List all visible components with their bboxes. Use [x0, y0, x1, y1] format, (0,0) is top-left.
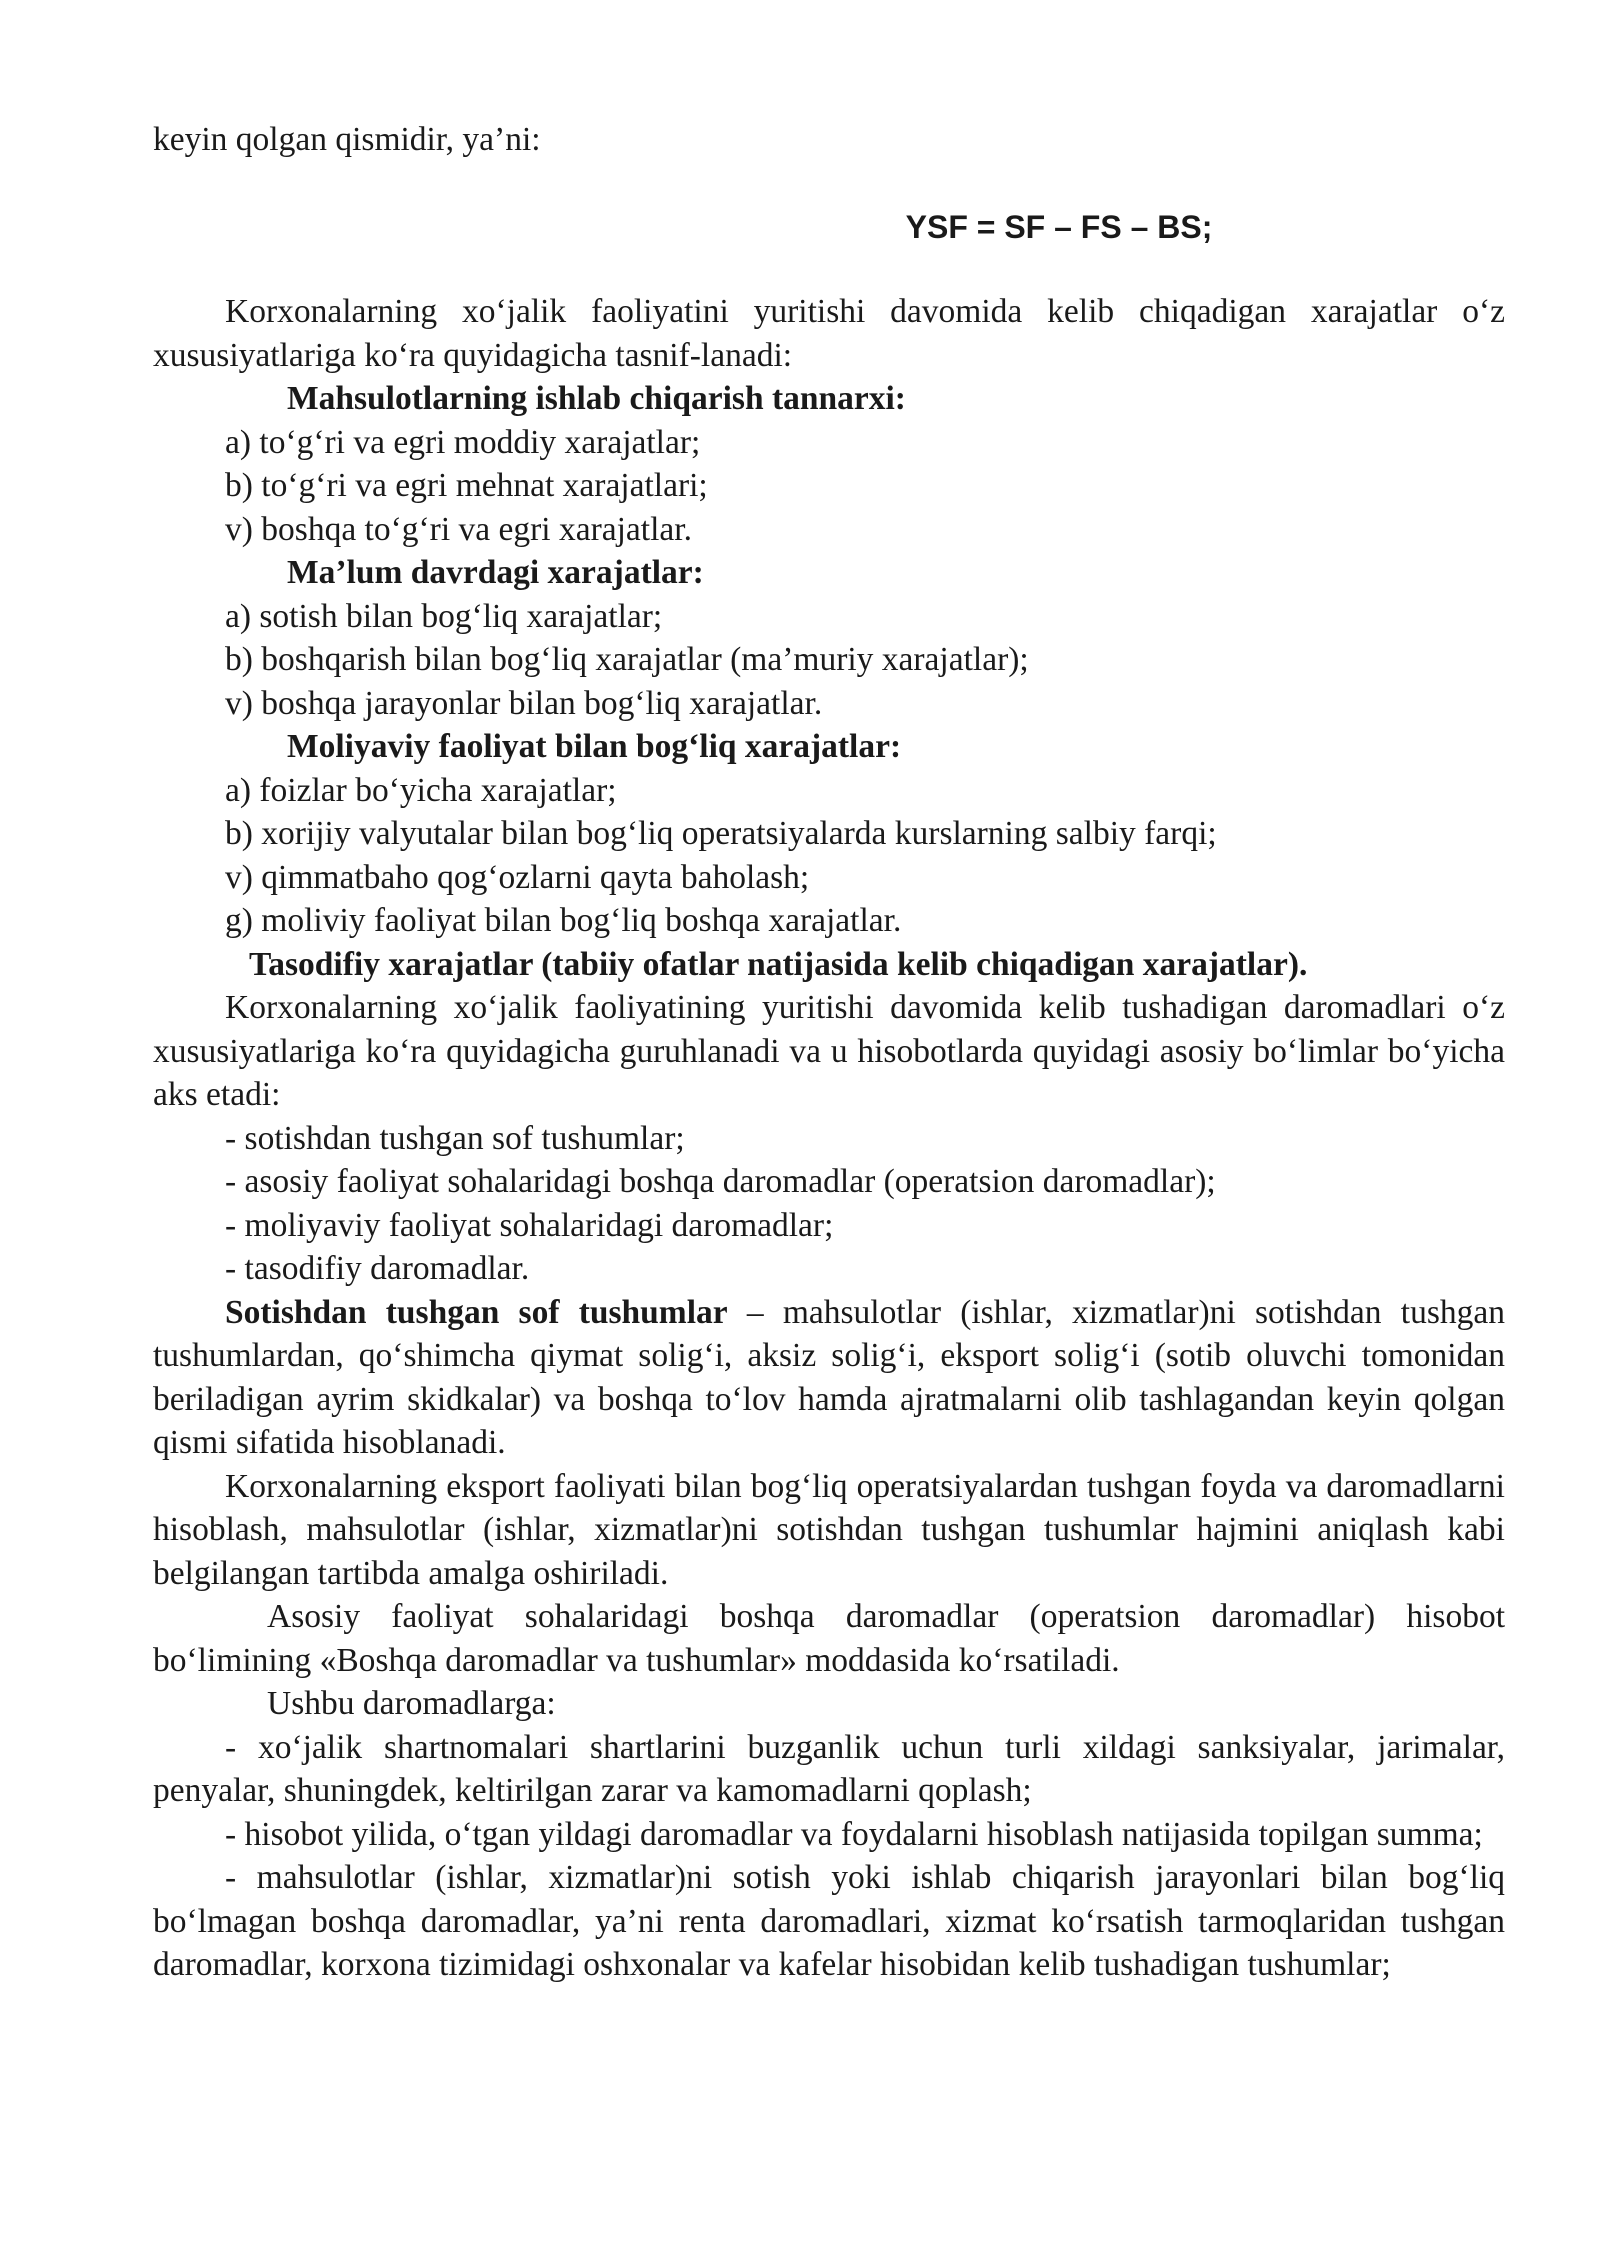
list-item: v) boshqa to‘g‘ri va egri xarajatlar. [225, 510, 692, 548]
list-item: v) qimmatbaho qog‘ozlarni qayta baholash; [225, 858, 810, 896]
paragraph-operating-income: Asosiy faoliyat sohalaridagi boshqa daromadlar (operatsion daromadlar) hisobot bo‘limining «Boshqa daromadlar va tushumlar» moddasida ko‘rsatiladi. [153, 1598, 1505, 1679]
paragraph-net-sales [153, 1291, 1505, 1465]
paragraph-these-incomes: Ushbu daromadlarga: [267, 1685, 556, 1722]
intro-line: keyin qolgan qismidir, ya’ni: [153, 121, 541, 158]
list-item: - tasodifiy daromadlar. [225, 1250, 530, 1287]
net-sales-definition: – mahsulotlar (ishlar, xizmatlar)ni sotishdan tushgan tushumlardan, qo‘shimcha qiymat solig‘i, aksiz solig‘i, eksport solig‘i (sotib oluvchi tomonidan beriladigan ayrim skidkalar) va boshqa to‘lov hamda ajratmalarni olib tashlagandan keyin qolgan qismi sifatida hisoblanadi. [153, 1293, 1505, 1461]
list-item: v) boshqa jarayonlar bilan bog‘liq xarajatlar. [225, 684, 823, 722]
heading-accidental-costs: Tasodifiy xarajatlar (tabiiy ofatlar natijasida kelib chiqadigan xarajatlar). [249, 945, 1308, 983]
list-item: - sotishdan tushgan sof tushumlar; [225, 1119, 685, 1157]
list-item: a) foizlar bo‘yicha xarajatlar; [225, 771, 617, 809]
paragraph-export: Korxonalarning eksport faoliyati bilan bog‘liq operatsiyalardan tushgan foyda va daromadlarni hisoblash, mahsulotlar (ishlar, xizmatlar)ni sotishdan tushgan tushumlar hajmini aniqlash kabi belgilangan tartibda amalga oshiriladi. [153, 1467, 1505, 1592]
list-item: - mahsulotlar (ishlar, xizmatlar)ni sotish yoki ishlab chiqarish jarayonlari bilan bog‘liq bo‘lmagan boshqa daromadlar, ya’ni renta daromadlari, xizmat ko‘rsatish tarmoqlaridan tushgan daromadlar, korxona tizimidagi oshxonalar va kafelar hisobidan kelib tushadigan tushumlar; [153, 1859, 1505, 1983]
list-item: b) xorijiy valyutalar bilan bog‘liq operatsiyalarda kurslarning salbiy farqi; [225, 815, 1217, 852]
term-net-sales: Sotishdan tushgan sof tushumlar [225, 1293, 728, 1331]
list-item: b) boshqarish bilan bog‘liq xarajatlar (ma’muriy xarajatlar); [225, 641, 1029, 678]
heading-financial-costs: Moliyaviy faoliyat bilan bog‘liq xarajatlar: [287, 728, 902, 765]
list-item: g) moliviy faoliyat bilan bog‘liq boshqa xarajatlar. [225, 902, 902, 939]
list-item: - moliyaviy faoliyat sohalaridagi daromadlar; [225, 1206, 834, 1244]
heading-period-costs: Ma’lum davrdagi xarajatlar: [287, 554, 704, 591]
list-item: b) to‘g‘ri va egri mehnat xarajatlari; [225, 467, 708, 504]
heading-production-cost: Mahsulotlarning ishlab chiqarish tannarxi: [287, 380, 906, 417]
list-item: a) sotish bilan bog‘liq xarajatlar; [225, 597, 663, 635]
formula: YSF = SF – FS – BS; [905, 208, 1213, 245]
list-item: - hisobot yilida, o‘tgan yildagi daromadlar va foydalarni hisoblash natijasida topilgan summa; [225, 1815, 1483, 1853]
list-item: a) to‘g‘ri va egri moddiy xarajatlar; [225, 423, 701, 461]
list-item: - xo‘jalik shartnomalari shartlarini buzganlik uchun turli xildagi sanksiyalar, jarimalar, penyalar, shuningdek, keltirilgan zarar va kamomadlarni qoplash; [153, 1728, 1505, 1809]
document-page [153, 118, 1505, 1987]
paragraph-income: Korxonalarning xo‘jalik faoliyatining yuritishi davomida kelib tushadigan daromadlari o‘z xususiyatlariga ko‘ra quyidagicha guruhlanadi va u hisobotlarda quyidagi asosiy bo‘limlar bo‘yicha aks etadi: [153, 989, 1505, 1113]
paragraph-classification: Korxonalarning xo‘jalik faoliyatini yuritishi davomida kelib chiqadigan xarajatlar o‘z xususiyatlariga ko‘ra quyidagicha tasnif-lanadi: [153, 293, 1505, 374]
list-item: - asosiy faoliyat sohalaridagi boshqa daromadlar (operatsion daromadlar); [225, 1163, 1216, 1200]
